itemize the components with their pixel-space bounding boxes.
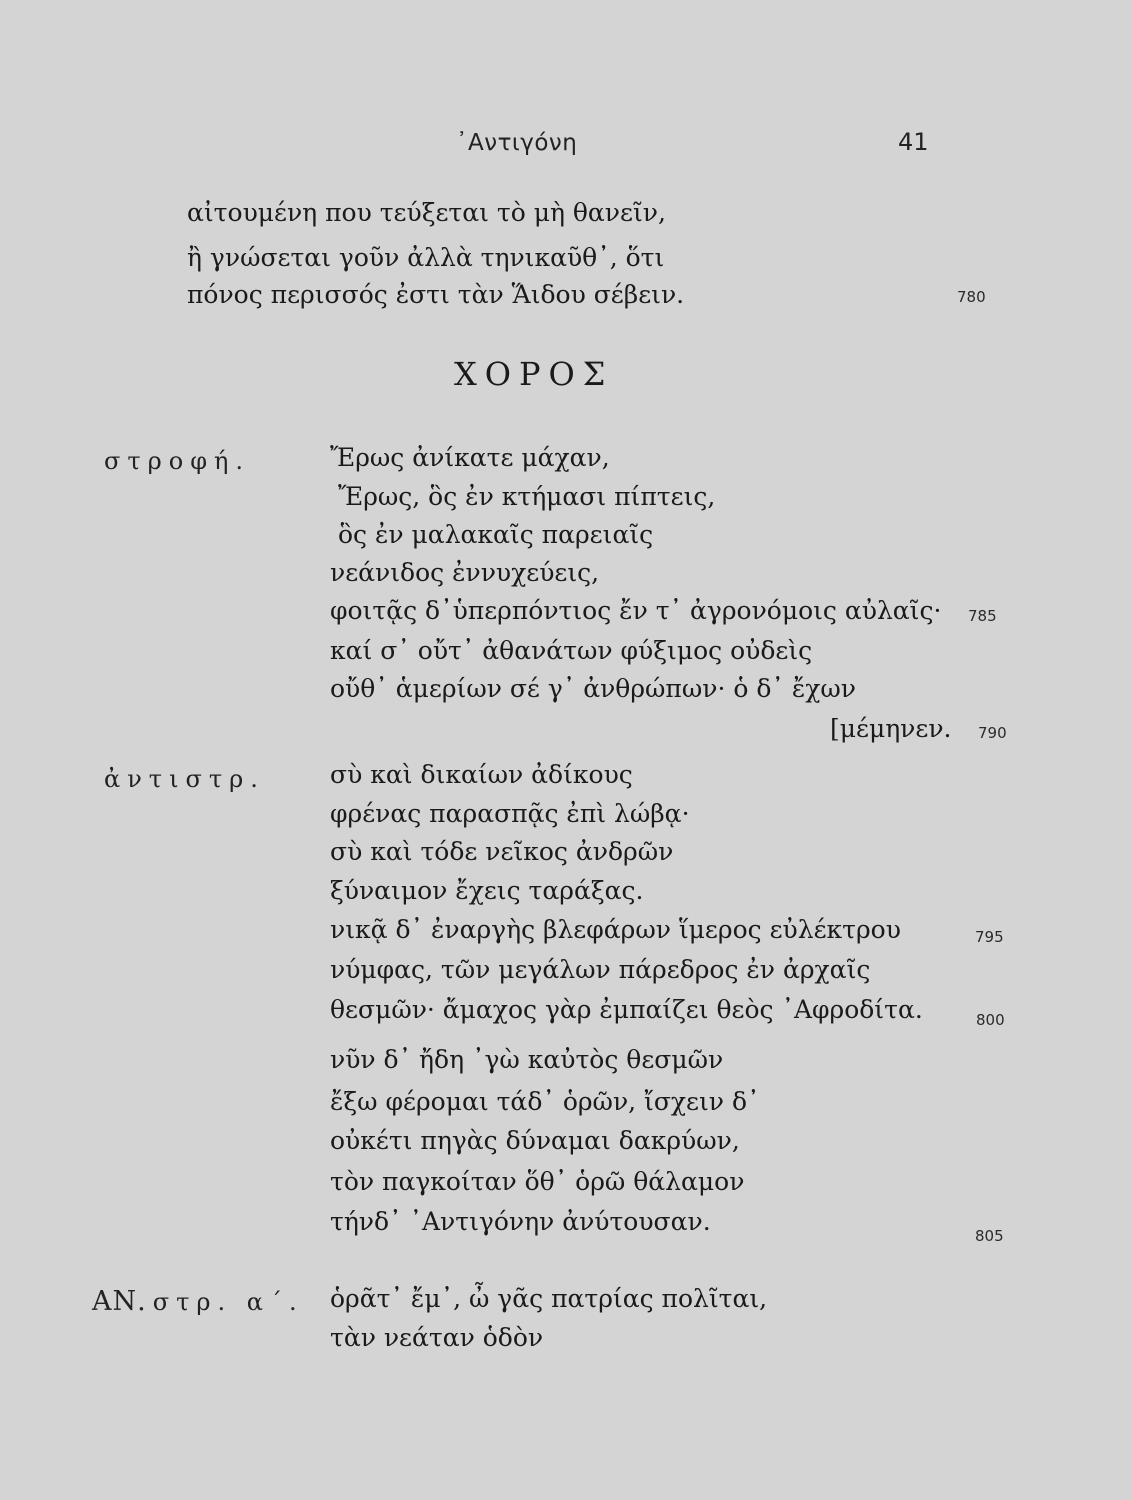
line-number: 790	[978, 724, 1007, 742]
page-number: 41	[898, 128, 929, 156]
verse-line: νύμφας, τῶν μεγάλων πάρεδρος ἐν ἀρχαῖς	[330, 955, 871, 984]
verse-line: ὁρᾶτ᾿ ἔμ᾿, ὦ γᾶς πατρίας πολῖται,	[330, 1284, 768, 1313]
verse-line: τὸν παγκοίταν ὅθ᾿ ὁρῶ θάλαμον	[330, 1167, 745, 1196]
verse-line: ὃς ἐν μαλακαῖς παρειαῖς	[338, 520, 654, 549]
line-number: 805	[975, 1227, 1004, 1245]
verse-line: Ἔρως, ὃς ἐν κτήμασι πίπτεις,	[338, 482, 716, 511]
verse-line: σὺ καὶ δικαίων ἀδίκους	[330, 760, 633, 789]
line-number: 785	[968, 607, 997, 625]
verse-line: οὐκέτι πηγὰς δύναμαι δακρύων,	[330, 1126, 740, 1155]
verse-line: αἰτουμένη που τεύξεται τὸ μὴ θανεῖν,	[187, 198, 666, 227]
verse-line: τὰν νεάταν ὁδὸν	[330, 1323, 544, 1352]
line-number: 780	[957, 288, 986, 306]
speaker-name: ΑΝ.	[92, 1286, 147, 1317]
line-number: 795	[975, 928, 1004, 946]
verse-line: φρένας παρασπᾷς ἐπὶ λώβᾳ·	[330, 799, 690, 828]
line-number: 800	[976, 1011, 1005, 1029]
verse-line: πόνος περισσός ἐστι τὰν Ἅιδου σέβειν.	[187, 280, 685, 309]
verse-line: νικᾷ δ᾿ ἐναργὴς βλεφάρων ἵμερος εὐλέκτρου	[330, 915, 901, 944]
verse-line: σὺ καὶ τόδε νεῖκος ἀνδρῶν	[330, 837, 674, 866]
strophe-label: στροφή.	[104, 447, 251, 475]
verse-line: τήνδ᾿ ᾿Αντιγόνην ἀνύτουσαν.	[330, 1207, 711, 1236]
verse-line: ξύναιμον ἔχεις ταράξας.	[330, 876, 644, 905]
antistrophe-label: ἀντιστρ.	[104, 765, 265, 793]
verse-line: νῦν δ᾿ ἤδη ᾿γὼ καὐτὸς θεσμῶν	[330, 1045, 724, 1074]
speaker-label	[92, 1286, 304, 1317]
verse-line: καί σ᾿ οὔτ᾿ ἀθανάτων φύξιμος οὐδεὶς	[330, 636, 813, 665]
verse-line: ἢ γνώσεται γοῦν ἀλλὰ τηνικαῦθ᾿, ὅτι	[187, 243, 665, 272]
chorus-heading: ΧΟΡΟΣ	[454, 355, 614, 393]
verse-line: ἔξω φέρομαι τάδ᾿ ὁρῶν, ἴσχειν δ᾿	[330, 1087, 760, 1116]
stanza-label: στρ. α΄.	[152, 1288, 304, 1316]
verse-line: Ἔρως ἀνίκατε μάχαν,	[330, 443, 610, 472]
running-title: ᾿Αντιγόνη	[456, 130, 578, 156]
verse-line-continuation: [μέμηνεν.	[830, 714, 952, 743]
verse-line: οὔθ᾿ ἁμερίων σέ γ᾿ ἀνθρώπων· ὁ δ᾿ ἔχων	[330, 674, 856, 703]
verse-line: θεσμῶν· ἄμαχος γὰρ ἐμπαίζει θεὸς ᾿Αφροδίτα.	[330, 995, 923, 1024]
verse-line: νεάνιδος ἐννυχεύεις,	[330, 558, 600, 587]
verse-line: φοιτᾷς δ᾿ὑπερπόντιος ἔν τ᾿ ἀγρονόμοις αὐλαῖς·	[330, 596, 942, 625]
